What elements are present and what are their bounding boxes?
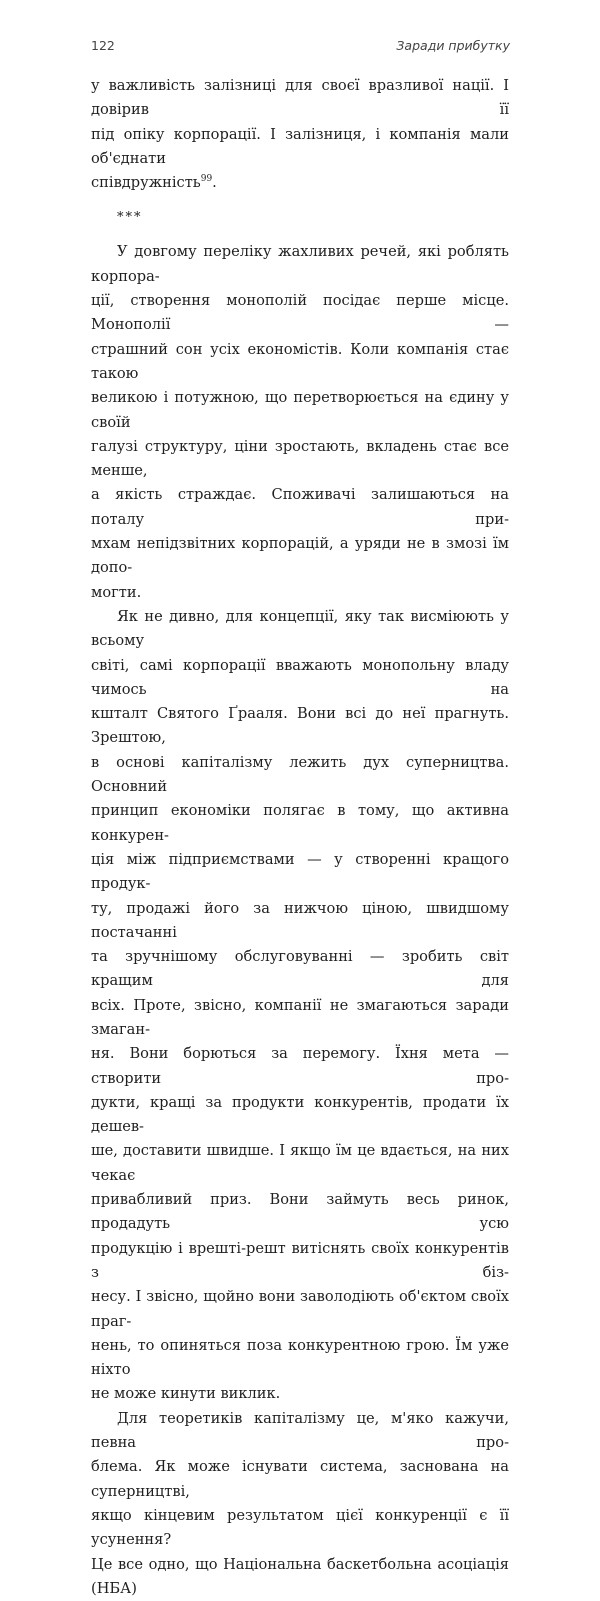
text-line [91,171,509,195]
text-line: продукцію і врешті-решт витіснять своїх конкурентів з біз- [91,1239,509,1281]
text-line: а якість страждає. Споживачі залишаються на поталу при- [91,486,509,528]
footnote-reference: 99 [200,174,213,185]
text-line: під опіку корпорації. І залізниця, і компанія мали об'єднати [91,125,509,167]
paragraph [91,1407,509,1601]
text-line: дукти, кращі за продукти конкурентів, продати їх дешев- [91,1093,509,1136]
paragraph [91,240,509,604]
running-title: Заради прибутку [396,38,510,53]
text-line: нень, то опиняться поза конкурентною грою. Їм уже ніхто [91,1336,509,1379]
text-line: ція між підприємствами — у створенні кращого продук- [91,850,509,893]
text-line: у важливість залізниці для своєї вразливої нації. І довірив її [91,77,509,119]
text-line-part: . [212,174,217,192]
text-line: могти. [91,583,142,601]
text-line: ції, створення монополій посідає перше місце. Монополії — [91,292,509,334]
text-line: привабливий приз. Вони займуть весь ринок, продадуть усю [91,1191,509,1233]
text-line: несу. І звісно, щойно вони заволодіють об'єктом своїх праг- [91,1288,509,1330]
text-line: світі, самі корпорації вважають монопольну владу чимось на [91,656,509,698]
text-line: та зручнішому обслуговуванні — зробить світ кращим для [91,948,509,990]
text-line: Це все одно, що Національна баскетбольна асоціація (НБА) [91,1555,509,1597]
paragraphs [91,240,509,1601]
text-line: мхам непідзвітних корпорацій, а уряди не в змозі їм допо- [91,535,509,577]
text-line: в основі капіталізму лежить дух суперництва. Основний [91,753,509,796]
text-line: якщо кінцевим результатом цієї конкуренції є її усунення? [91,1506,509,1549]
text-line: великою і потужною, що перетворюється на єдину у своїй [91,389,509,431]
text-line: страшний сон усіх економістів. Коли компанія стає такою [91,340,509,382]
text-line: ту, продажі його за нижчою ціною, швидшому постачанні [91,899,509,941]
paragraph [91,605,509,1407]
text-line: галузі структуру, ціни зростають, вкладень стає все менше, [91,437,509,480]
text-line: ня. Вони борються за перемогу. Їхня мета — створити про- [91,1045,509,1087]
text-line: принцип економіки полягає в тому, що активна конкурен- [91,802,509,844]
text-line-part: співдружність [91,174,201,192]
paragraph-continuation [91,74,509,195]
page-body [91,74,509,1601]
text-line: ше, доставити швидше. І якщо їм це вдається, на них чекає [91,1142,509,1184]
text-line: кшталт Святого Ґрааля. Вони всі до неї прагнуть. Зрештою, [91,705,509,747]
text-line: Як не дивно, для концепції, яку так висміюють у всьому [91,607,509,650]
page-number: 122 [91,38,115,53]
text-line: не може кинути виклик. [91,1385,281,1403]
section-separator: *** [117,210,143,226]
text-line: всіх. Проте, звісно, компанії не змагаються заради змаган- [91,996,509,1038]
text-line: У довгому переліку жахливих речей, які роблять корпора- [91,243,509,285]
text-line: Для теоретиків капіталізму це, м'яко кажучи, певна про- [91,1409,509,1452]
text-line: блема. Як може існувати система, заснована на суперництві, [91,1458,509,1500]
page-header [91,38,510,53]
